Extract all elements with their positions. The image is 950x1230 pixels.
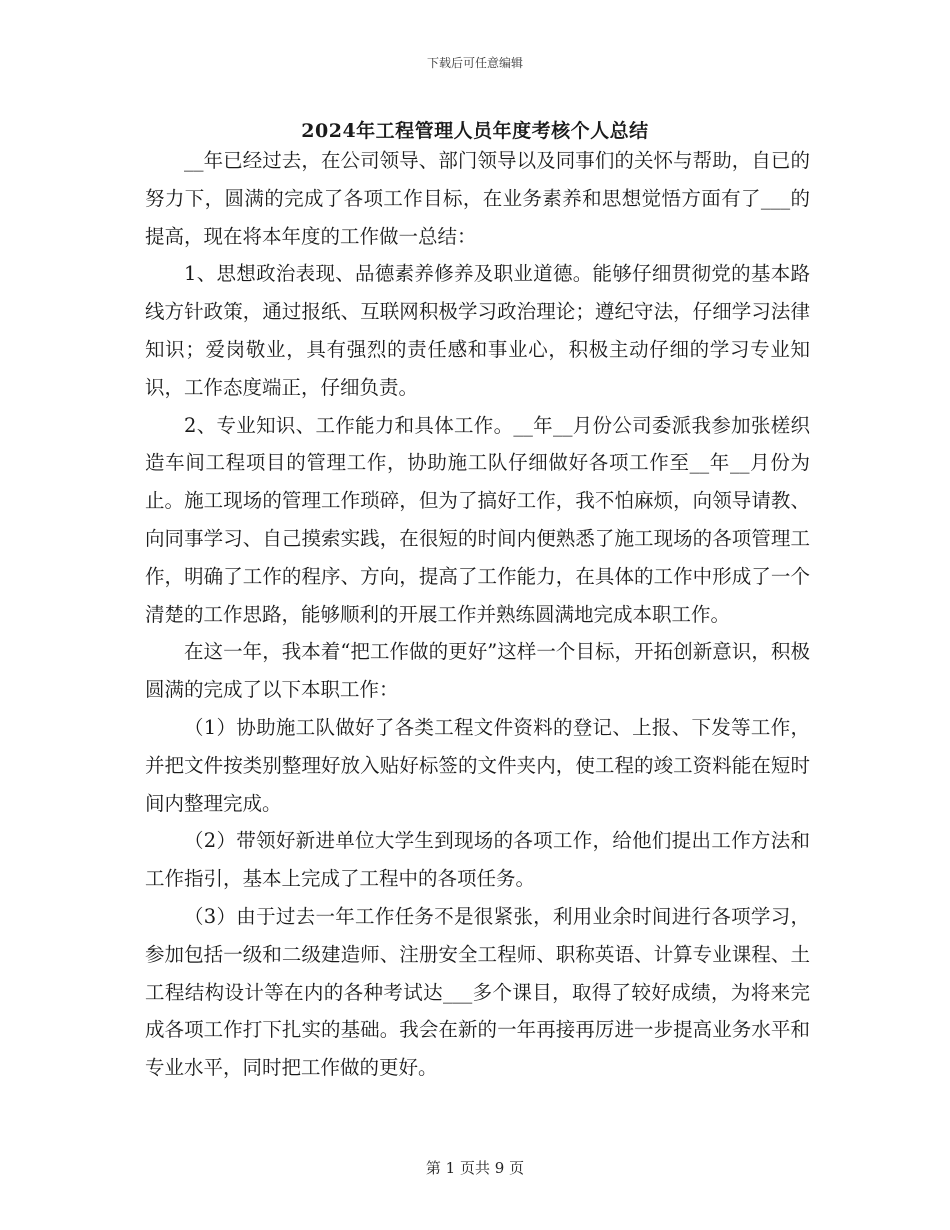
paragraph-section-2: 2、专业知识、工作能力和具体工作。__年__月份公司委派我参加张槎织造车间工程项目的管理工作，协助施工队仔细做好各项工作至__年__月份为止。施工现场的管理工作琐碎，但为了搞好工作，我不怕麻烦，向领导请教、向同事学习、自己摸索实践，在很短的时间内便熟悉了施工现场的各项管理工作，明确了工作的程序、方向，提高了工作能力，在具体的工作中形成了一个清楚的工作思路，能够顺利的开展工作并熟练圆满地完成本职工作。 <box>145 413 810 626</box>
paragraph-item-2: （2）带领好新进单位大学生到现场的各项工作，给他们提出工作方法和工作指引，基本上完成了工程中的各项任务。 <box>145 829 810 891</box>
document-body <box>145 142 810 1087</box>
paragraph-intro: __年已经过去，在公司领导、部门领导以及同事们的关怀与帮助，自已的努力下，圆满的完成了各项工作目标，在业务素养和思想觉悟方面有了___的提高，现在将本年度的工作做一总结： <box>145 149 810 248</box>
paragraph-item-1: （1）协助施工队做好了各类工程文件资料的登记、上报、下发等工作，并把文件按类别整理好放入贴好标签的文件夹内，使工程的竣工资料能在短时间内整理完成。 <box>145 715 810 815</box>
paragraph-section-1: 1、思想政治表现、品德素养修养及职业道德。能够仔细贯彻党的基本路线方针政策，通过报纸、互联网积极学习政治理论；遵纪守法，仔细学习法律知识；爱岗敬业，具有强烈的责任感和事业心，积极主动仔细的学习专业知识，工作态度端正，仔细负责。 <box>145 262 810 399</box>
document-title: 2024年工程管理人员年度考核个人总结 <box>301 120 649 142</box>
header-note: 下载后可任意编辑 <box>426 56 523 70</box>
page-number-footer: 第 1 页共 9 页 <box>425 1159 525 1177</box>
paragraph-year-summary: 在这一年，我本着“把工作做的更好”这样一个目标，开拓创新意识，积极圆满的完成了以下本职工作： <box>145 640 810 702</box>
paragraph-item-3: （3）由于过去一年工作任务不是很紧张，利用业余时间进行各项学习，参加包括一级和二级建造师、注册安全工程师、职称英语、计算专业课程、土工程结构设计等在内的各种考试达___多个课目，取得了较好成绩，为将来完成各项工作打下扎实的基础。我会在新的一年再接再厉进一步提高业务水平和专业水平，同时把工作做的更好。 <box>145 904 810 1080</box>
